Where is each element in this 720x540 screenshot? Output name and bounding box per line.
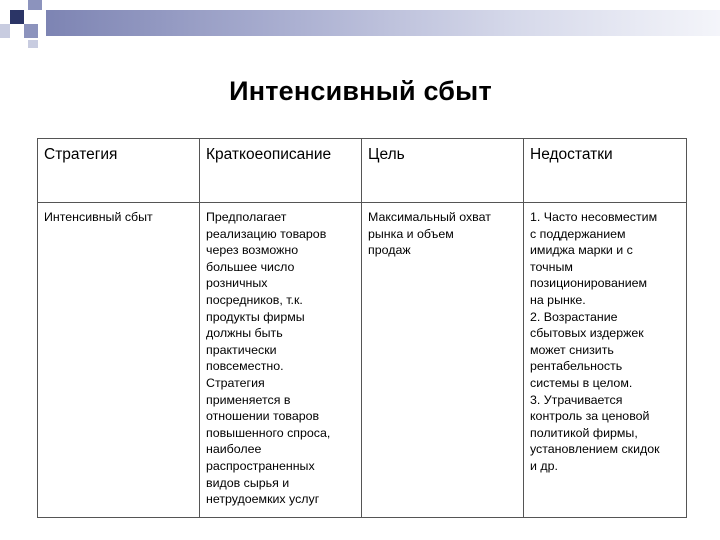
cell-line: Предполагает [206, 210, 287, 224]
slide-title [0, 76, 720, 107]
cell-line: Интенсивный сбыт [44, 210, 153, 224]
cell-line: имиджа марки и с [530, 243, 633, 258]
cell-line: системы в целом. [530, 375, 633, 390]
decor-square-light-2 [28, 40, 38, 48]
strategy-table [37, 138, 687, 518]
cell-line: применяется в [206, 392, 291, 407]
header-goal [362, 139, 524, 203]
cell-line: 3. Утрачивается [530, 392, 623, 407]
header-strategy [38, 139, 200, 203]
cell-line: большее число [206, 259, 295, 274]
cell-line: Цель [368, 146, 405, 163]
cell-line: продаж [368, 243, 411, 258]
table-row [38, 203, 687, 518]
cell-line: отношении товаров [206, 409, 320, 424]
cell-drawbacks [524, 203, 687, 518]
cell-line: может снизить [530, 342, 614, 357]
slide-title-text: Интенсивный сбыт [229, 76, 492, 106]
cell-line: на рынке. [530, 292, 586, 307]
decor-square-light [0, 24, 10, 38]
cell-line: видов сырья и [206, 475, 290, 490]
table-header-row [38, 139, 687, 203]
cell-description [200, 203, 362, 518]
cell-line: 2. Возрастание [530, 309, 618, 324]
decor-square-mid-2 [24, 24, 38, 38]
cell-line: и др. [530, 458, 558, 473]
decor-square-dark [10, 10, 24, 24]
cell-line: повсеместно. [206, 359, 284, 374]
decor-square-mid [28, 0, 42, 10]
cell-line: контроль за ценовой [530, 409, 650, 424]
cell-line: точным [530, 259, 573, 274]
cell-line: продукты фирмы [206, 309, 305, 324]
cell-line: должны быть [206, 326, 283, 341]
cell-line: Стратегия [44, 146, 118, 163]
cell-line: практически [206, 342, 277, 357]
cell-line: Стратегия [206, 375, 265, 390]
cell-line: Недостатки [530, 146, 613, 163]
cell-line: Краткое [206, 146, 264, 163]
header-gradient-bar [46, 10, 720, 36]
cell-line: рентабельность [530, 359, 623, 374]
cell-line: Максимальный охват [368, 210, 491, 224]
cell-line: с поддержанием [530, 226, 626, 241]
cell-line: установлением скидок [530, 442, 660, 457]
cell-line: реализацию товаров [206, 226, 327, 241]
cell-line: сбытовых издержек [530, 326, 644, 341]
cell-line: описание [263, 146, 332, 163]
header-drawbacks [524, 139, 687, 203]
cell-line: 1. Часто несовместим [530, 210, 658, 224]
cell-line: политикой фирмы, [530, 425, 638, 440]
cell-line: наиболее [206, 442, 262, 457]
cell-goal [362, 203, 524, 518]
cell-line: рынка и объем [368, 226, 454, 241]
cell-line: распространенных [206, 458, 315, 473]
cell-line: через возможно [206, 243, 299, 258]
header-description [200, 139, 362, 203]
cell-line: посредников, т.к. [206, 292, 303, 307]
cell-strategy [38, 203, 200, 518]
cell-line: розничных [206, 276, 268, 291]
cell-line: повышенного спроса, [206, 425, 331, 440]
cell-line: нетрудоемких услуг [206, 492, 320, 507]
cell-line: позиционированием [530, 276, 648, 291]
